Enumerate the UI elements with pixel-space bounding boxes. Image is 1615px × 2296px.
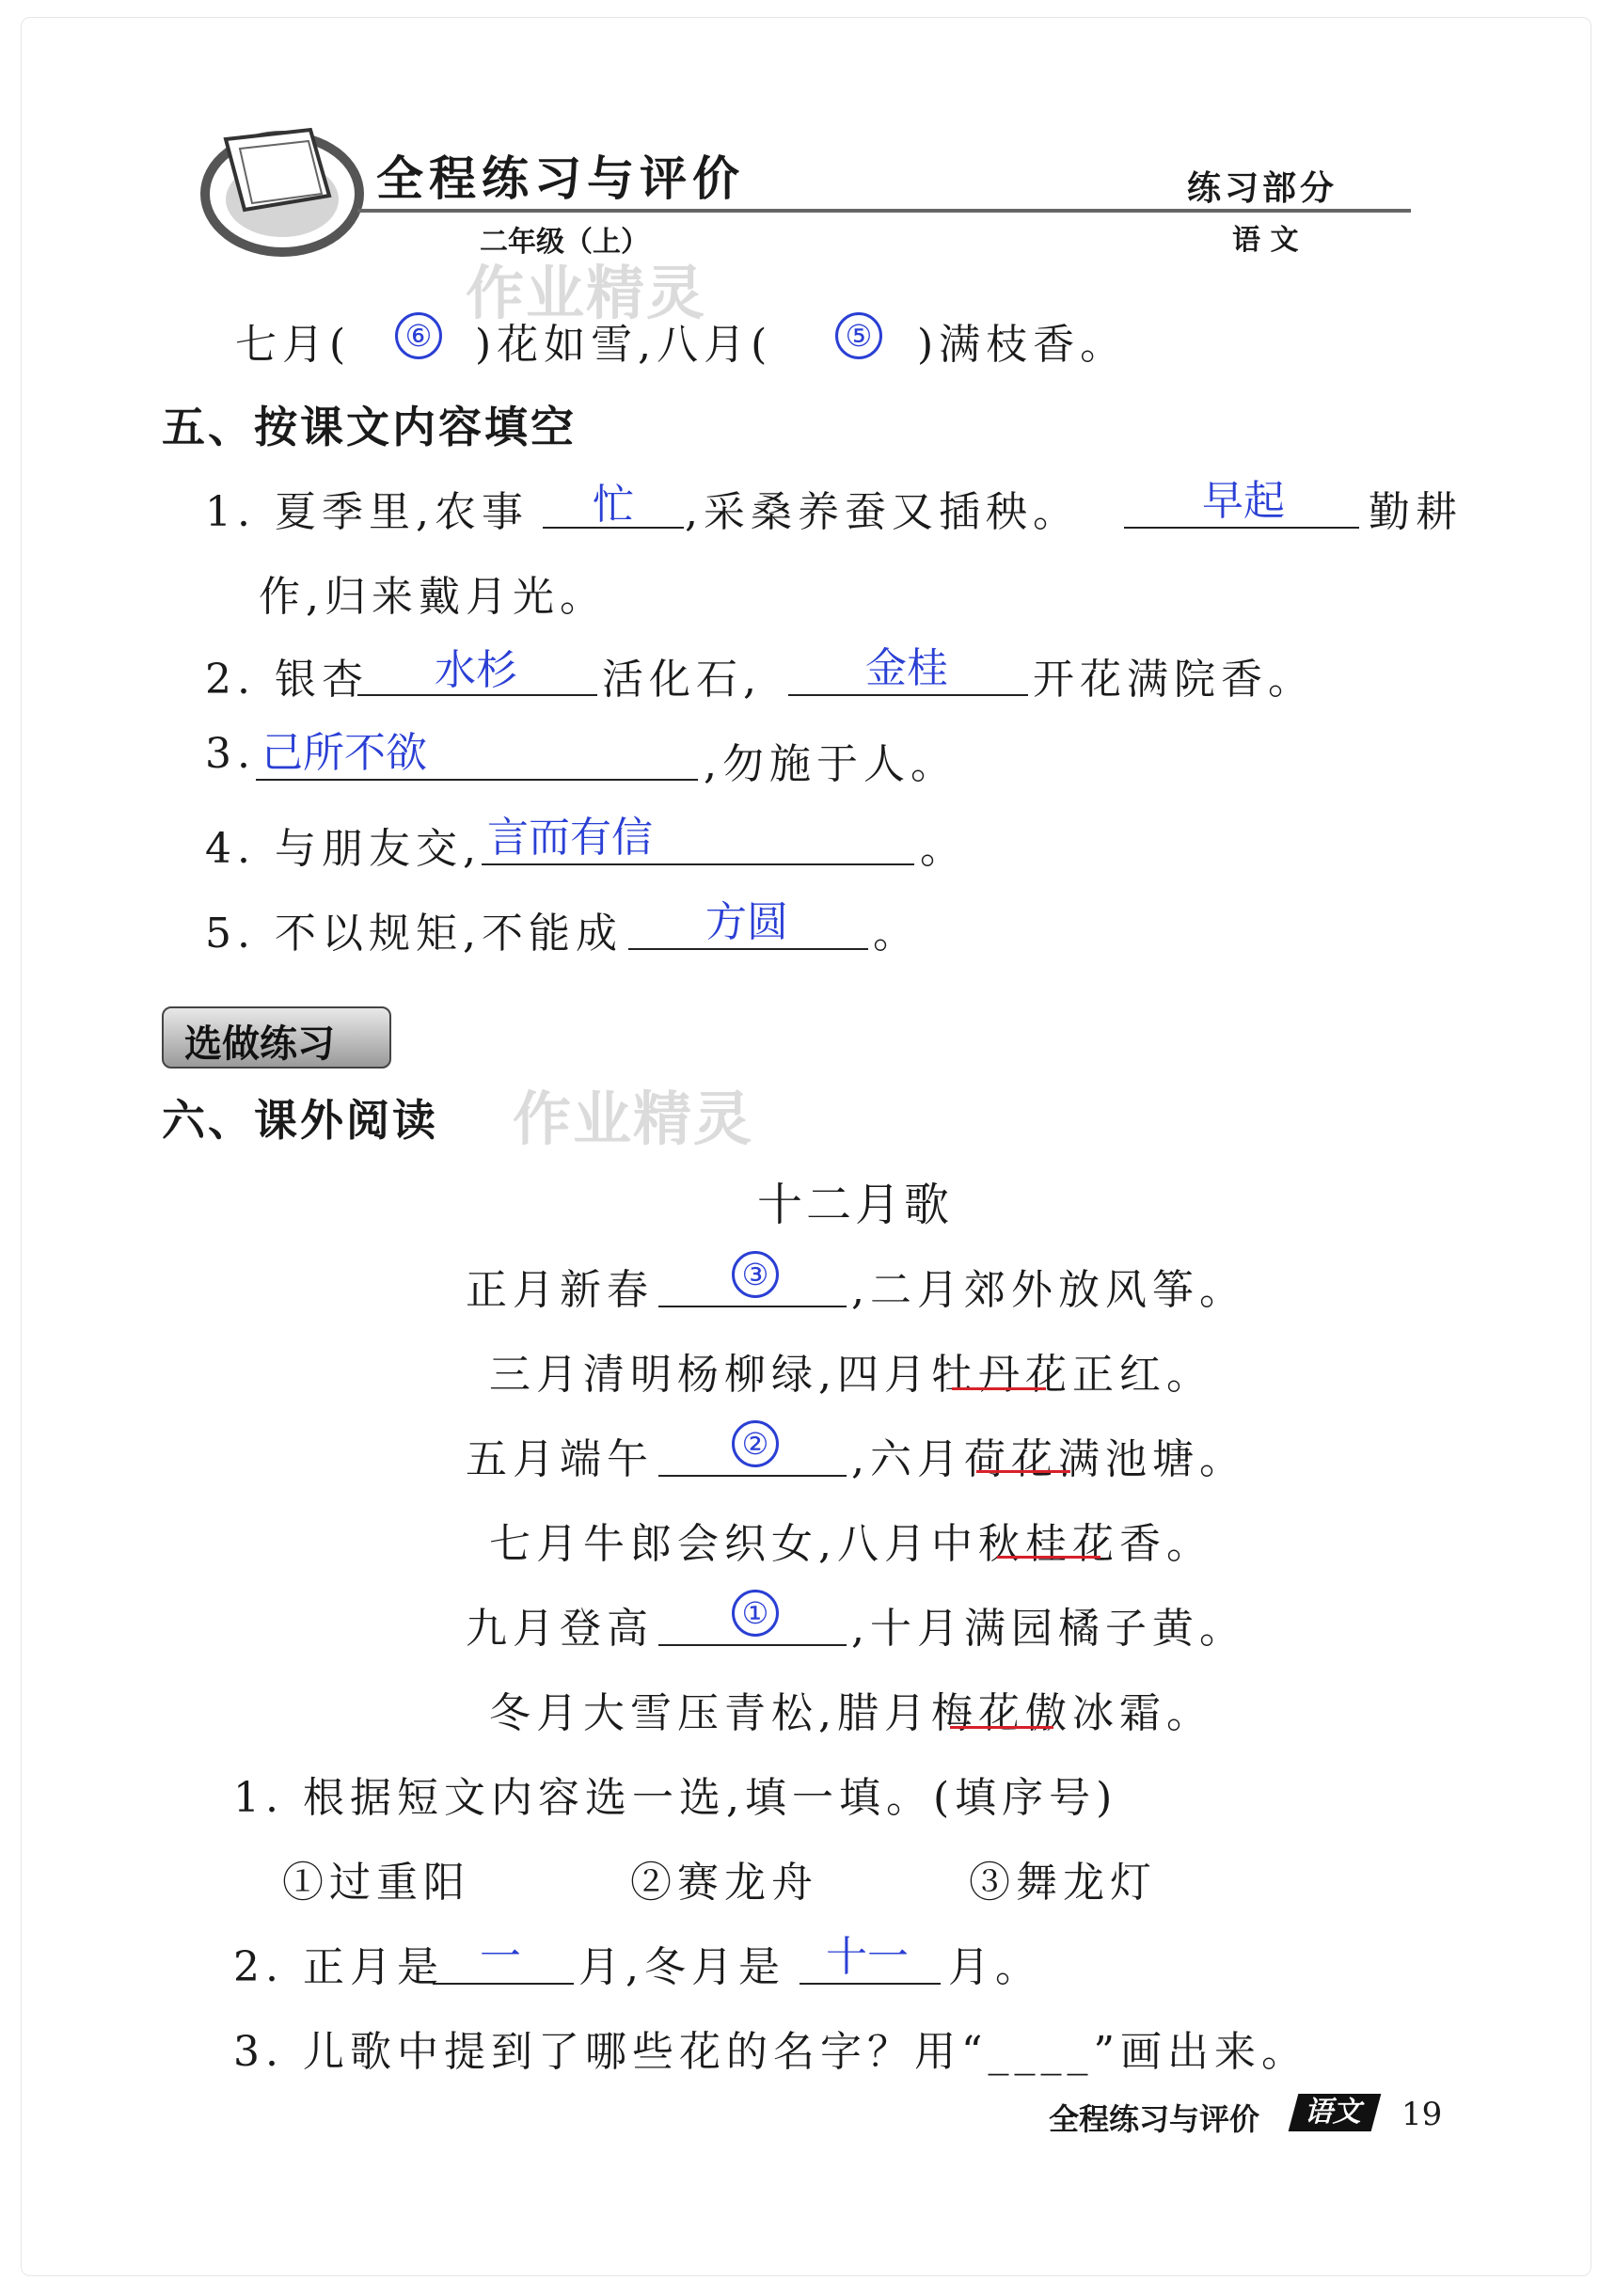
blank [800,1983,941,1985]
q1-text-cont: 作,归来戴月光。 [259,573,607,621]
answer-handwritten: 言而有信 [487,814,653,862]
blank [1124,527,1359,529]
q2-text-c: 月。 [948,1943,1042,1991]
q5-text-a: 5. 不以规矩,不能成 [205,910,623,958]
book-logo-icon [198,120,367,261]
q2-text-c: 开花满院香。 [1033,656,1315,704]
watermark: 作业精灵 [513,1085,754,1153]
section6-q3: 3. 儿歌中提到了哪些花的名字？用“____”画出来。 [233,2028,1308,2076]
q2-text-b: 活化石, [602,656,762,704]
poem-line-3a: 五月端午 [466,1435,654,1483]
q3-text-b: ,勿施于人。 [704,740,958,788]
q2-text-b: 月,冬月是 [578,1943,785,1991]
poem-line-3b: ,六月荷花满池塘。 [851,1435,1246,1483]
footer-book: 全程练习与评价 [1049,2101,1260,2137]
section6-heading: 六、课外阅读 [162,1095,438,1146]
answer-handwritten: 忙 [593,481,634,529]
underline-peony [952,1387,1046,1390]
poem-title: 十二月歌 [757,1179,954,1231]
poem-line-1b: ,二月郊外放风筝。 [851,1266,1246,1314]
answer-circled-2: ② [732,1420,779,1467]
q1-text-b: ,采桑养蚕又插秧。 [685,488,1080,536]
header-grade: 二年级（上） [480,226,649,259]
line-top-text2: )花如雪,八月( [475,321,773,369]
blank [628,948,868,950]
poem-line-5a: 九月登高 [466,1605,654,1653]
answer-handwritten: 方圆 [705,898,788,946]
optional-badge-label: 选做练习 [184,1022,335,1066]
answer-handwritten: 己所不欲 [261,729,427,777]
q1-text-a: 1. 夏季里,农事 [205,488,529,536]
blank [658,1644,847,1646]
underline-osmanthus [997,1556,1100,1559]
blank [256,779,698,781]
line-top-text1: 七月( [235,321,352,369]
optional-badge [162,1006,391,1069]
header-subject: 语 文 [1232,224,1299,257]
option-2: ②赛龙舟 [630,1859,818,1907]
blank [658,1306,847,1307]
page-number: 19 [1401,2096,1443,2133]
answer-circled-3: ③ [732,1251,779,1298]
q3-text-a: 3. [205,730,256,778]
header-section: 练习部分 [1187,169,1338,208]
option-1: ①过重阳 [282,1859,470,1907]
footer-subject-tag: 语文 [1289,2094,1382,2131]
answer-circled-6: ⑥ [395,312,442,359]
answer-handwritten: 十一 [826,1933,909,1981]
option-3: ③舞龙灯 [969,1859,1157,1907]
poem-line-6: 冬月大雪压青松,腊月梅花傲冰霜。 [489,1689,1213,1737]
blank [433,1983,574,1985]
q4-text-a: 4. 与朋友交, [205,825,482,873]
watermark: 作业精灵 [466,259,707,327]
blank [482,863,914,865]
q5-text-b: 。 [873,910,920,958]
answer-handwritten: 一 [480,1933,521,1981]
blank [658,1475,847,1477]
q4-text-b: 。 [920,825,967,873]
poem-line-2: 三月清明杨柳绿,四月牡丹花正红。 [489,1351,1213,1399]
answer-handwritten: 水杉 [435,646,517,694]
blank [788,694,1028,696]
poem-line-5b: ,十月满园橘子黄。 [851,1605,1246,1653]
poem-line-1a: 正月新春 [466,1266,654,1314]
section5-heading: 五、按课文内容填空 [162,402,577,452]
line-top-text3: )满枝香。 [917,321,1128,369]
answer-circled-1: ① [732,1590,779,1637]
q1-text-c: 勤耕 [1369,488,1463,536]
section6-q1: 1. 根据短文内容选一选,填一填。(填序号) [233,1774,1118,1822]
q2-text-a: 2. 银杏 [205,656,369,704]
underline-plum [950,1726,1053,1729]
answer-handwritten: 早起 [1202,477,1285,525]
answer-circled-5: ⑤ [835,312,882,359]
header-title: 全程练习与评价 [376,151,745,206]
q2-text-a: 2. 正月是 [233,1943,444,1991]
underline-lotus [976,1470,1070,1473]
poem-line-4: 七月牛郎会织女,八月中秋桂花香。 [489,1520,1213,1568]
answer-handwritten: 金桂 [865,644,948,692]
